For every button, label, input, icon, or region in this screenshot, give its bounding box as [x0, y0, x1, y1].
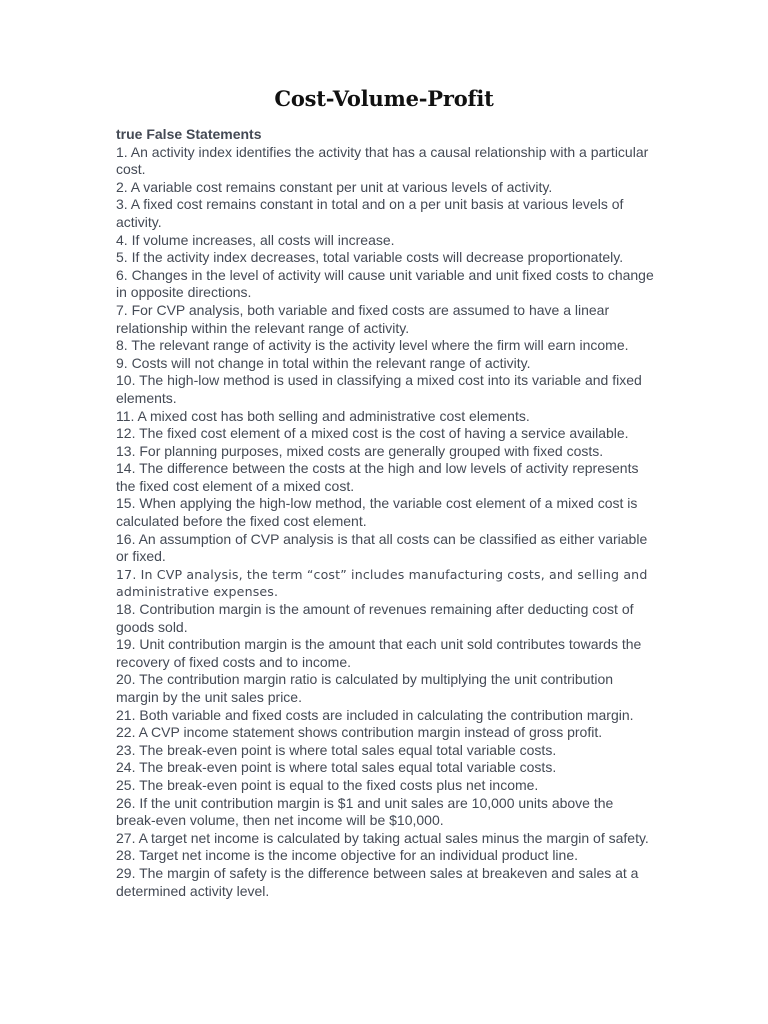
statement-item: 14. The difference between the costs at the high and low levels of activity represents the fixed cost element of a mixed cost.	[116, 460, 639, 494]
statement-item: 3. A fixed cost remains constant in total and on a per unit basis at various levels of activity.	[116, 196, 624, 230]
page-title: Cost-Volume-Profit	[274, 86, 494, 111]
statement-item: 9. Costs will not change in total within the relevant range of activity.	[116, 354, 531, 371]
statement-item: 13. For planning purposes, mixed costs are generally grouped with fixed costs.	[116, 442, 604, 459]
statement-item: 17. In CVP analysis, the term “cost” includes manufacturing costs, and selling and administrative expenses.	[116, 566, 648, 600]
statement-item: 16. An assumption of CVP analysis is that all costs can be classified as either variable or fixed.	[116, 530, 648, 565]
statement-item: 4. If volume increases, all costs will increase.	[116, 231, 395, 248]
statement-item: 27. A target net income is calculated by taking actual sales minus the margin of safety.	[116, 829, 649, 846]
statement-item: 19. Unit contribution margin is the amount that each unit sold contributes towards the recovery of fixed costs and to income.	[116, 636, 642, 670]
statement-item: 29. The margin of safety is the difference between sales at breakeven and sales at a determined activity level.	[116, 864, 639, 899]
statement-item: 10. The high-low method is used in classifying a mixed cost into its variable and fixed elements.	[116, 372, 642, 406]
statement-item: 2. A variable cost remains constant per unit at various levels of activity.	[116, 178, 553, 195]
statement-item: 28. Target net income is the income objective for an individual product line.	[116, 847, 579, 864]
statement-item: 15. When applying the high-low method, the variable cost element of a mixed cost is calculated before the fixed cost element.	[116, 495, 638, 530]
statement-item: 20. The contribution margin ratio is calculated by multiplying the unit contribution margin by the unit sales price.	[116, 671, 614, 705]
statement-item: 1. An activity index identifies the activity that has a causal relationship with a particular cost.	[116, 143, 649, 178]
statement-item: 21. Both variable and fixed costs are included in calculating the contribution margin.	[116, 706, 634, 723]
document-body	[116, 126, 656, 900]
statement-item: 26. If the unit contribution margin is $1 and unit sales are 10,000 units above the break-even volume, then net income will be $10,000.	[116, 794, 614, 829]
statement-item: 24. The break-even point is where total sales equal total variable costs.	[116, 759, 557, 776]
statement-list	[116, 144, 656, 901]
statement-item: 12. The fixed cost element of a mixed cost is the cost of having a service available.	[116, 425, 629, 442]
statement-item: 8. The relevant range of activity is the activity level where the firm will earn income.	[116, 337, 629, 354]
statement-item: 6. Changes in the level of activity will cause unit variable and unit fixed costs to change in opposite directions.	[116, 266, 654, 301]
statement-item: 22. A CVP income statement shows contribution margin instead of gross profit.	[116, 724, 603, 741]
statement-item: 5. If the activity index decreases, total variable costs will decrease proportionately.	[116, 249, 624, 266]
statement-item: 7. For CVP analysis, both variable and fixed costs are assumed to have a linear relationship within the relevant range of activity.	[116, 301, 610, 336]
statement-item: 25. The break-even point is equal to the fixed costs plus net income.	[116, 776, 539, 793]
statement-item: 23. The break-even point is where total sales equal total variable costs.	[116, 741, 557, 758]
statement-item: 18. Contribution margin is the amount of revenues remaining after deducting cost of goods sold.	[116, 601, 634, 635]
statement-item: 11. A mixed cost has both selling and administrative cost elements.	[116, 407, 530, 424]
section-heading: true False Statements	[116, 126, 262, 142]
